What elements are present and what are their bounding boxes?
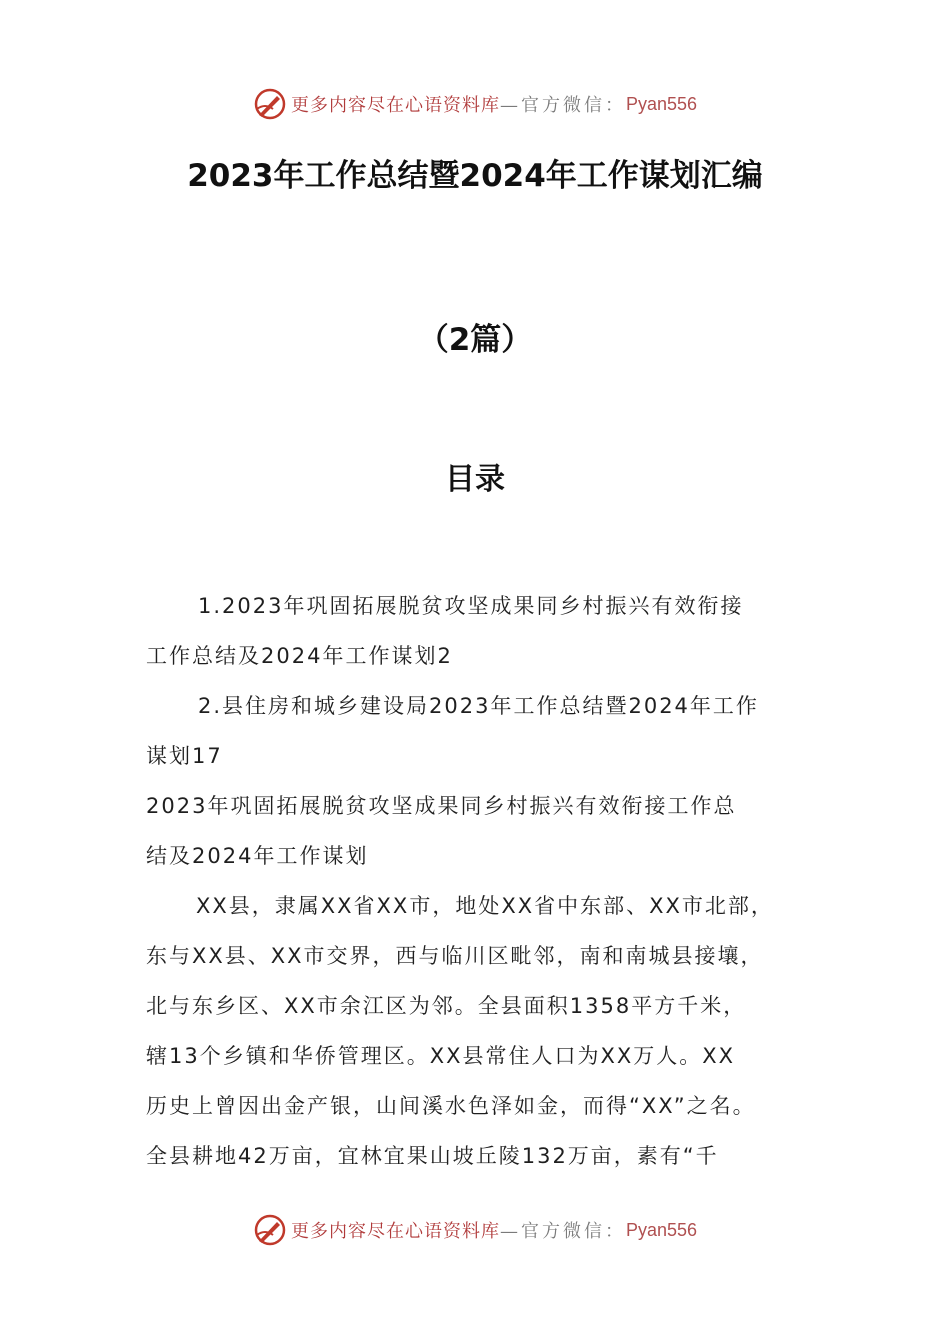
body-paragraph-line: 辖13个乡镇和华侨管理区。XX县常住人口为XX万人。XX	[146, 1044, 736, 1068]
watermark-header	[0, 84, 950, 124]
body-paragraph-line: 历史上曾因出金产银，山间溪水色泽如金，而得“XX”之名。	[146, 1094, 756, 1118]
toc-entry-1-line-2[interactable]: 工作总结及2024年工作谋划2	[146, 644, 453, 668]
pen-logo-icon	[253, 87, 287, 121]
toc-entry-2-line-1[interactable]: 2.县住房和城乡建设局2023年工作总结暨2024年工作	[198, 694, 759, 718]
watermark-wechat-id: Pyan556	[625, 1219, 698, 1240]
watermark-text-main: 更多内容尽在心语资料库	[290, 95, 500, 116]
body-paragraph-line: 东与XX县、XX市交界，西与临川区毗邻，南和南城县接壤，	[146, 944, 764, 968]
section-heading-line-2: 结及2024年工作谋划	[146, 844, 369, 868]
body-paragraph-line: 北与东乡区、XX市余江区为邻。全县面积1358平方千米，	[146, 994, 747, 1018]
body-paragraph-line: XX县，隶属XX省XX市，地处XX省中东部、XX市北部，	[196, 894, 774, 918]
toc-entry-2-line-2[interactable]: 谋划17	[146, 744, 223, 768]
section-heading-line-1: 2023年巩固拓展脱贫攻坚成果同乡村振兴有效衔接工作总	[146, 794, 737, 818]
body-paragraph-line: 全县耕地42万亩，宜林宜果山坡丘陵132万亩，素有“千	[146, 1144, 719, 1168]
watermark-text-sub: —官方微信：	[499, 95, 626, 116]
watermark-wechat-id: Pyan556	[625, 93, 698, 114]
watermark-footer	[0, 1210, 950, 1250]
watermark-text-sub: —官方微信：	[499, 1221, 626, 1242]
watermark-text-main: 更多内容尽在心语资料库	[290, 1221, 500, 1242]
toc-entry-1-line-1[interactable]: 1.2023年巩固拓展脱贫攻坚成果同乡村振兴有效衔接	[198, 594, 744, 618]
pen-logo-icon	[253, 1213, 287, 1247]
document-subtitle: （2篇）	[417, 322, 533, 358]
toc-heading: 目录	[445, 462, 505, 497]
document-title: 2023年工作总结暨2024年工作谋划汇编	[187, 158, 763, 194]
